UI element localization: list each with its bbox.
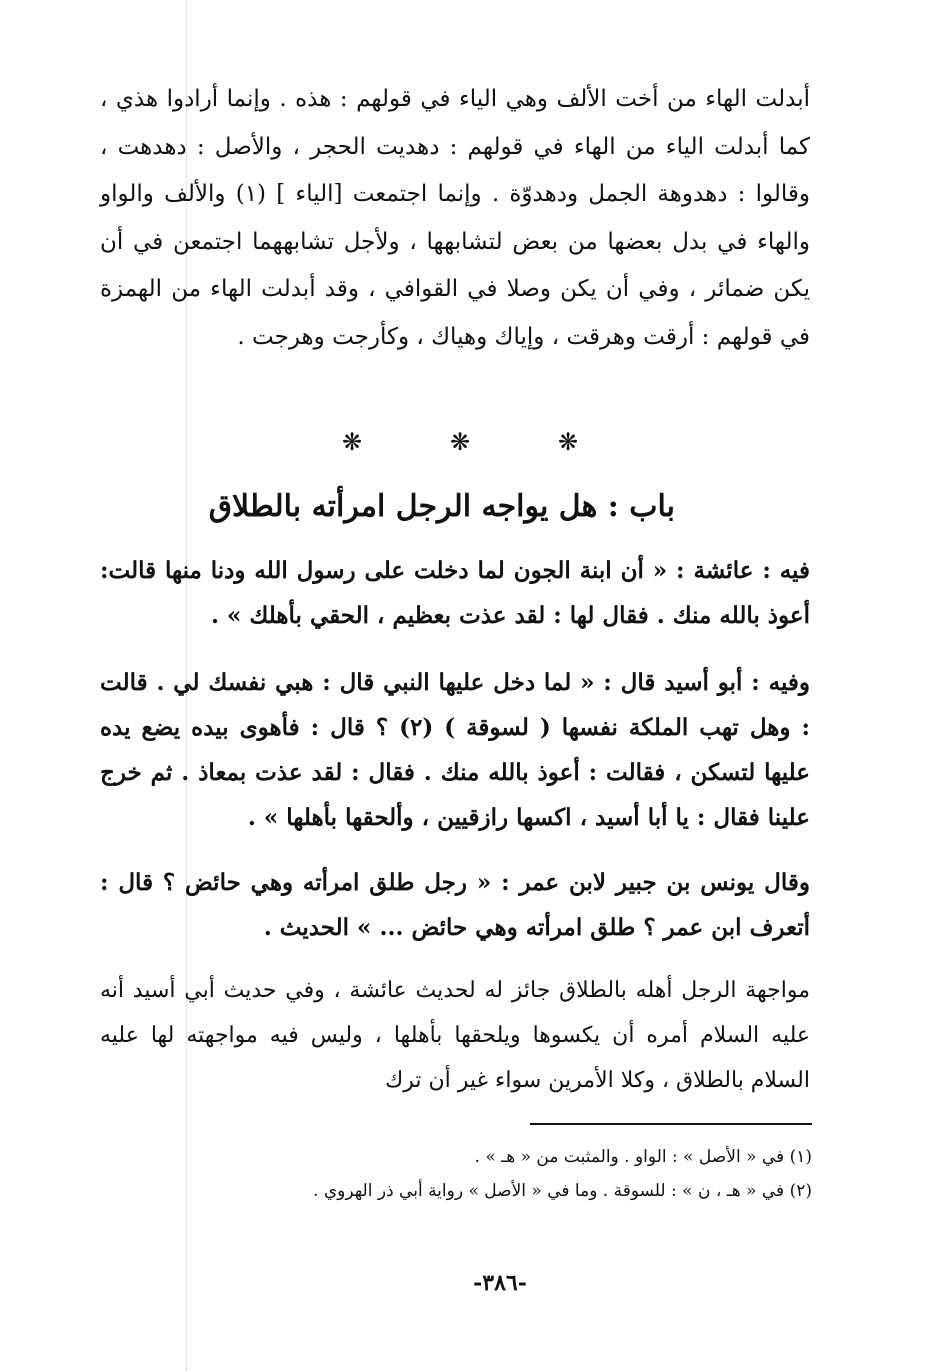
footnote-1: (١) في « الأصل » : الواو . والمثبت من « هـ » . [474,1147,812,1167]
page-number: -٣٨٦- [473,1270,527,1296]
hadith-paragraph-ibn-umar: وقال يونس بن جبير لابن عمر : « رجل طلق امرأته وهي حائض ؟ قال : أتعرف ابن عمر ؟ طلق امرأته وهي حائض ... » الحديث . [100,869,810,941]
footnotes [150,1140,812,1208]
separator-star-icon: ❋ [449,428,471,456]
separator-star-icon: ❋ [557,428,579,456]
footnote-divider [530,1123,812,1125]
commentary-paragraph: مواجهة الرجل أهله بالطلاق جائز له لحديث عائشة ، وفي حديث أبي أسيد أنه عليه السلام أمره أن يكسوها ويلحقها بأهلها ، وليس فيه مواجهته لها عليه السلام بالطلاق ، وكلا الأمرين سواء غير أن ترك [100,978,810,1093]
intro-paragraph: أبدلت الهاء من أخت الألف وهي الياء في قولهم : هذه . وإنما أرادوا هذي ، كما أبدلت الياء من الهاء في قولهم : دهديت الحجر ، والأصل : دهدهت ، وقالوا : دهدوهة الجمل ودهدوّة . وإنما اجتمعت [الياء ] (١) والألف والواو والهاء في بدل بعضها من بعض لتشابهها ، ولأجل تشابههما اجتمعن في أن يكن ضمائر ، وفي أن يكن وصلا في القوافي ، وقد أبدلت الهاء من الهمزة في قولهم : أرقت وهرقت ، وإياك وهياك ، وكأرجت وهرجت . [100,86,810,350]
separator-star-icon: ❋ [341,428,363,456]
chapter-heading: باب : هل يواجه الرجل امرأته بالطلاق [208,489,675,524]
hadith-paragraph-abu-usayd: وفيه : أبو أسيد قال : « لما دخل عليها النبي قال : هبي نفسك لي . قالت : وهل تهب الملكة نفسها ( لسوقة ) (٢) ؟ قال : فأهوى بيده يضع يده عليها لتسكن ، فقالت : أعوذ بالله منك . فقال : لقد عذت بمعاذ . ثم خرج علينا فقال : يا أبا أسيد ، اكسها رازقيين ، وألحقها بأهلها » . [100,669,810,831]
hadith-paragraph-aisha: فيه : عائشة : « أن ابنة الجون لما دخلت على رسول الله ودنا منها قالت: أعوذ بالله منك . فقال لها : لقد عذت بعظيم ، الحقي بأهلك » . [100,557,810,629]
footnote-2: (٢) في « هـ ، ن » : للسوقة . وما في « الأصل » رواية أبي ذر الهروي . [313,1181,812,1201]
section-separator [340,428,580,456]
